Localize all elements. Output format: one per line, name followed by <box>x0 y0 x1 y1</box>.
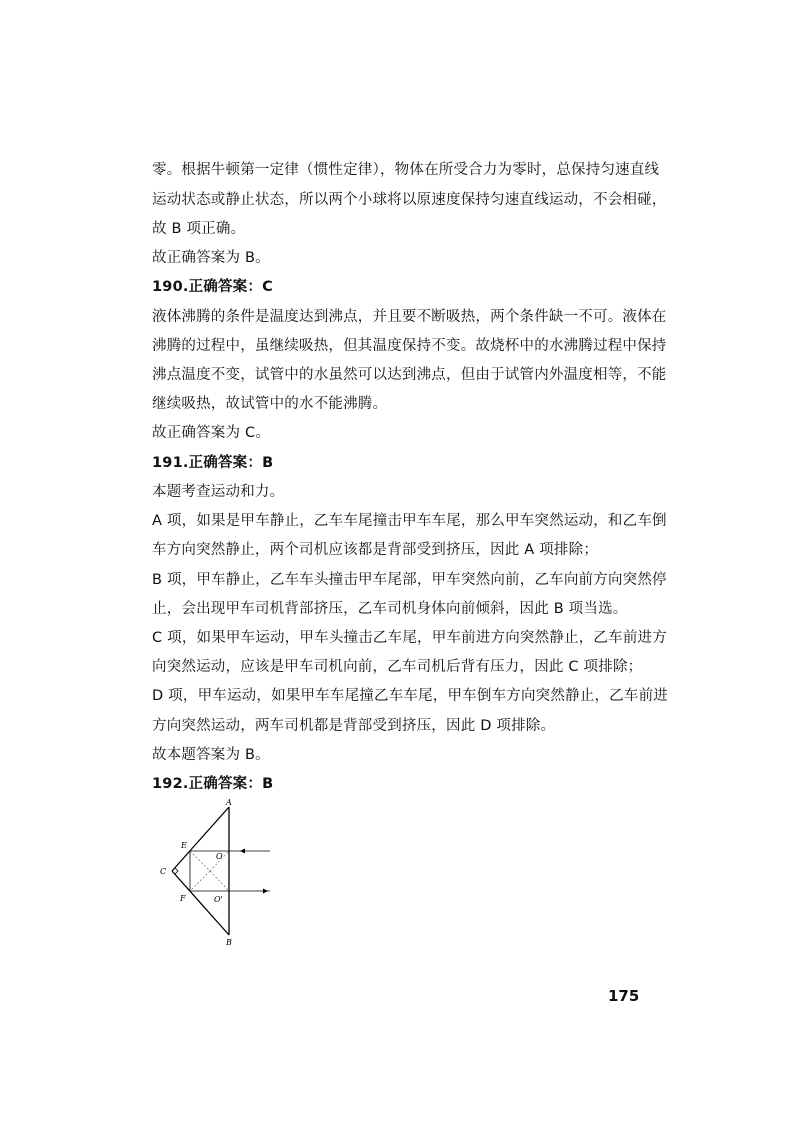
dashed-line <box>210 871 229 891</box>
paragraph-line: 继续吸热，故试管中的水不能沸腾。 <box>152 396 388 412</box>
paragraph-line: 运动状态或静止状态，所以两个小球将以原速度保持匀速直线运动，不会相碰， <box>152 192 667 208</box>
label-e: E <box>181 841 187 850</box>
question-heading-191: 191.正确答案：B <box>152 455 274 471</box>
paragraph-line: 向突然运动，应该是甲车司机向前，乙车司机后背有压力，因此 C 项排除； <box>152 659 643 675</box>
paragraph-line: 方向突然运动，两车司机都是背部受到挤压，因此 D 项排除。 <box>152 718 556 734</box>
label-a: A <box>226 798 232 807</box>
label-b: B <box>226 938 232 947</box>
paragraph-line: 沸腾的过程中，虽继续吸热，但其温度保持不变。故烧杯中的水沸腾过程中保持 <box>152 338 667 354</box>
answer-line: 故正确答案为 C。 <box>152 425 271 441</box>
paragraph-line: A 项，如果是甲车静止，乙车车尾撞击甲车车尾，那么甲车突然运动，和乙车倒 <box>152 513 667 529</box>
dashed-line <box>190 871 210 891</box>
paragraph-line: 液体沸腾的条件是温度达到沸点，并且要不断吸热，两个条件缺一不可。液体在 <box>152 309 667 325</box>
label-c: C <box>160 867 167 876</box>
label-o: O <box>216 852 223 861</box>
paragraph-line: 止，会出现甲车司机背部挤压，乙车司机身体向前倾斜，因此 B 项当选。 <box>152 601 628 617</box>
outgoing-arrow-icon <box>263 889 268 894</box>
mirror-ac-line <box>172 807 229 871</box>
answer-line: 故本题答案为 B。 <box>152 747 270 763</box>
question-heading-190: 190.正确答案：C <box>152 279 273 295</box>
label-o-prime: O' <box>214 895 223 904</box>
dashed-line <box>190 851 210 871</box>
incoming-arrow-icon <box>240 849 245 854</box>
paragraph-line: B 项，甲车静止，乙车车头撞击甲车尾部，甲车突然向前，乙车向前方向突然停 <box>152 572 667 588</box>
paragraph-line: 沸点温度不变，试管中的水虽然可以达到沸点，但由于试管内外温度相等，不能 <box>152 367 667 383</box>
right-angle-marker <box>175 868 178 874</box>
label-f: F <box>180 894 186 903</box>
paragraph-line: D 项，甲车运动，如果甲车车尾撞乙车车尾，甲车倒车方向突然静止，乙车前进 <box>152 688 668 704</box>
paragraph-line: 车方向突然静止，两个司机应该都是背部受到挤压，因此 A 项排除； <box>152 542 599 558</box>
optics-diagram <box>150 795 280 950</box>
paragraph-line: C 项，如果甲车运动，甲车头撞击乙车尾，甲车前进方向突然静止，乙车前进方 <box>152 630 667 646</box>
paragraph-line: 零。根据牛顿第一定律（惯性定律），物体在所受合力为零时，总保持匀速直线 <box>152 162 660 178</box>
paragraph-line: 本题考查运动和力。 <box>152 484 285 500</box>
answer-line: 故正确答案为 B。 <box>152 250 270 266</box>
paragraph-line: 故 B 项正确。 <box>152 221 246 237</box>
page-number: 175 <box>608 987 640 1005</box>
question-heading-192: 192.正确答案：B <box>152 776 274 792</box>
